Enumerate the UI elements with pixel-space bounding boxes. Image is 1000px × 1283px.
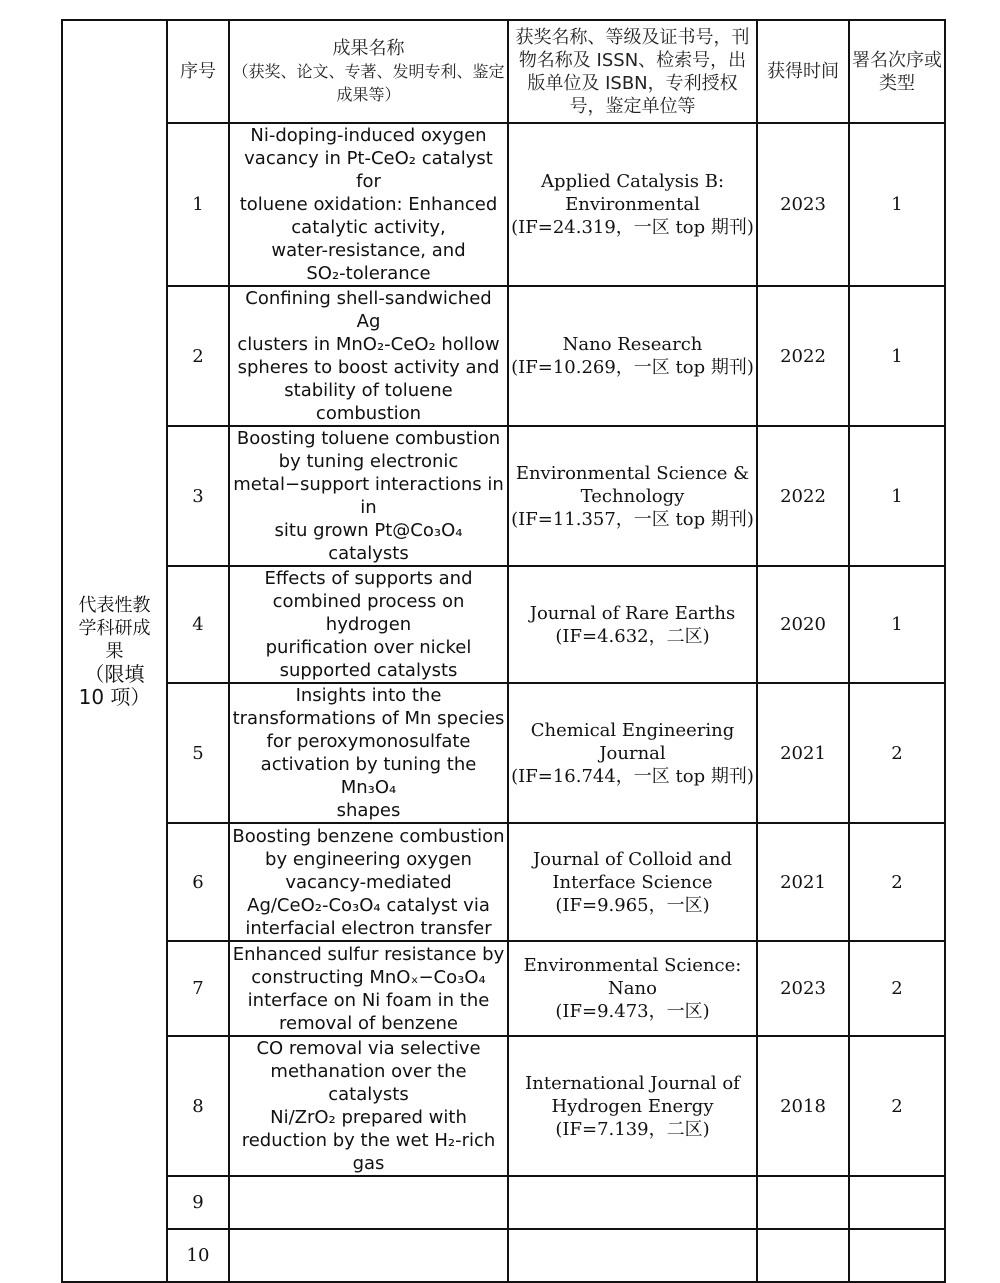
side-label-cell	[62, 20, 167, 1282]
row-journal	[508, 286, 757, 426]
row-journal-line: (IF=9.965，一区)	[555, 894, 710, 916]
row-title	[229, 1036, 508, 1176]
row-title-line: Enhanced sulfur resistance by	[232, 943, 505, 965]
side-label-note: （限填	[84, 661, 145, 686]
row-order	[849, 1176, 945, 1229]
header-row	[62, 20, 945, 123]
side-label-note: 10 项）	[78, 684, 151, 709]
row-title-line: Boosting toluene combustion	[236, 428, 501, 449]
row-title-line: water-resistance, and	[271, 240, 466, 261]
row-title-line: supported catalysts	[279, 660, 458, 681]
row-journal-line: (IF=4.632，二区)	[555, 625, 710, 647]
row-title-line: constructing MnOₓ−Co₃O₄	[251, 966, 486, 988]
row-order	[849, 1229, 945, 1282]
row-seq: 9	[167, 1176, 229, 1229]
row-journal-line: (IF=11.357，一区 top 期刊)	[511, 508, 754, 530]
row-title-line: situ grown Pt@Co₃O₄ catalysts	[274, 520, 463, 564]
row-title-line: SO₂-tolerance	[306, 263, 431, 284]
row-title-line: reduction by the wet H₂-rich	[241, 1130, 496, 1151]
row-journal	[508, 123, 757, 286]
row-title-line: Ni/ZrO₂ prepared with	[270, 1107, 467, 1128]
row-year	[757, 1229, 849, 1282]
header-award: 获奖名称、等级及证书号，刊物名称及 ISSN、检索号，出版单位及 ISBN，专利授权号，鉴定单位等	[508, 20, 757, 123]
row-title	[229, 823, 508, 941]
table-row	[62, 426, 945, 566]
row-title	[229, 286, 508, 426]
row-title-line: by engineering oxygen	[265, 848, 472, 870]
table-row	[62, 1229, 945, 1282]
row-year: 2021	[757, 823, 849, 941]
row-journal-line: (IF=10.269，一区 top 期刊)	[511, 357, 754, 378]
row-seq: 7	[167, 941, 229, 1036]
row-title-line: clusters in MnO₂-CeO₂ hollow	[237, 334, 500, 355]
row-title-line: for peroxymonosulfate	[266, 731, 471, 752]
header-time: 获得时间	[757, 20, 849, 123]
row-seq: 10	[167, 1229, 229, 1282]
row-seq: 2	[167, 286, 229, 426]
row-journal-line: (IF=24.319，一区 top 期刊)	[511, 217, 754, 238]
row-title	[229, 941, 508, 1036]
row-order: 2	[849, 1036, 945, 1176]
row-title	[229, 123, 508, 286]
row-journal-line: Technology	[580, 485, 685, 507]
row-seq: 8	[167, 1036, 229, 1176]
row-seq: 6	[167, 823, 229, 941]
row-order: 1	[849, 566, 945, 683]
row-journal-line: Environmental Science:	[523, 955, 742, 976]
row-title-line: purification over nickel	[265, 637, 472, 658]
row-title	[229, 566, 508, 683]
table-row	[62, 941, 945, 1036]
row-journal-line: Applied Catalysis B:	[540, 171, 725, 192]
row-journal-line: Interface Science	[552, 871, 713, 893]
header-name-subtitle: （获奖、论文、专著、发明专利、鉴定成果等）	[232, 62, 505, 104]
row-journal	[508, 683, 757, 823]
row-year	[757, 1176, 849, 1229]
row-title-line: interfacial electron transfer	[245, 917, 492, 939]
row-year: 2020	[757, 566, 849, 683]
row-order: 2	[849, 823, 945, 941]
row-year: 2023	[757, 123, 849, 286]
table-row	[62, 566, 945, 683]
row-year: 2023	[757, 941, 849, 1036]
row-title-line: activation by tuning the Mn₃O₄	[260, 754, 477, 798]
row-journal-line: (IF=7.139，二区)	[555, 1118, 710, 1140]
row-title-line: CO removal via selective	[256, 1038, 481, 1059]
row-title-line: Ag/CeO₂-Co₃O₄ catalyst via	[247, 894, 490, 916]
row-order: 1	[849, 426, 945, 566]
row-year: 2022	[757, 426, 849, 566]
row-title-line: catalytic activity,	[291, 217, 446, 238]
row-order: 1	[849, 286, 945, 426]
row-title-line: Confining shell-sandwiched Ag	[245, 288, 492, 332]
row-title-line: methanation over the catalysts	[270, 1061, 467, 1105]
row-year: 2021	[757, 683, 849, 823]
row-title-line: gas	[352, 1153, 385, 1174]
row-title	[229, 683, 508, 823]
table-row	[62, 683, 945, 823]
row-journal	[508, 941, 757, 1036]
row-title-line: spheres to boost activity and	[237, 357, 500, 378]
table-row	[62, 823, 945, 941]
row-journal	[508, 1229, 757, 1282]
row-title-line: shapes	[336, 800, 401, 821]
row-title-line: metal−support interactions in in	[233, 474, 504, 518]
row-title	[229, 1229, 508, 1282]
row-journal-line: Chemical Engineering	[530, 719, 735, 741]
row-journal-line: Journal	[599, 742, 666, 764]
row-journal	[508, 1036, 757, 1176]
row-seq: 3	[167, 426, 229, 566]
row-title-line: combined process on hydrogen	[272, 591, 465, 635]
row-title-line: interface on Ni foam in the	[247, 989, 490, 1011]
table-row	[62, 1176, 945, 1229]
row-journal-line: Nano Research	[562, 334, 703, 355]
row-year: 2018	[757, 1036, 849, 1176]
row-title-line: vacancy-mediated	[285, 871, 452, 893]
row-order: 2	[849, 941, 945, 1036]
row-journal-line: Environmental Science &	[515, 462, 750, 484]
row-journal	[508, 823, 757, 941]
row-title-line: Insights into the	[295, 685, 442, 706]
row-title-line: transformations of Mn species	[232, 708, 505, 729]
row-title-line: vacancy in Pt-CeO₂ catalyst for	[244, 148, 493, 192]
row-journal-line: Nano	[608, 978, 657, 999]
row-title	[229, 1176, 508, 1229]
row-title-line: Effects of supports and	[264, 568, 473, 589]
row-year: 2022	[757, 286, 849, 426]
row-journal	[508, 426, 757, 566]
table-row	[62, 1036, 945, 1176]
row-journal-line: Hydrogen Energy	[551, 1095, 714, 1117]
side-label-line: 学科研成	[78, 617, 151, 639]
header-name-title: 成果名称	[332, 38, 405, 59]
side-label-line: 代表性教	[78, 594, 151, 616]
row-seq: 1	[167, 123, 229, 286]
row-journal-line: International Journal of	[525, 1072, 740, 1094]
row-title-line: removal of benzene	[278, 1012, 458, 1034]
row-journal-line: Journal of Rare Earths	[529, 602, 736, 624]
side-label-line: 果	[105, 640, 124, 662]
row-journal	[508, 1176, 757, 1229]
row-seq: 4	[167, 566, 229, 683]
header-name	[229, 20, 508, 123]
row-title-line: stability of toluene combustion	[284, 380, 453, 424]
row-journal	[508, 566, 757, 683]
row-seq: 5	[167, 683, 229, 823]
row-title-line: Boosting benzene combustion	[232, 825, 505, 847]
header-seq: 序号	[167, 20, 229, 123]
row-title	[229, 426, 508, 566]
table-row	[62, 286, 945, 426]
row-title-line: Ni-doping-induced oxygen	[250, 125, 487, 146]
row-journal-line: Journal of Colloid and	[532, 848, 733, 870]
table-row	[62, 123, 945, 286]
row-order: 2	[849, 683, 945, 823]
achievements-table	[61, 19, 946, 1283]
row-order: 1	[849, 123, 945, 286]
row-journal-line: Environmental	[565, 194, 700, 215]
row-journal-line: (IF=9.473，一区)	[555, 1001, 710, 1022]
row-title-line: by tuning electronic	[278, 451, 459, 472]
row-title-line: toluene oxidation: Enhanced	[239, 194, 498, 215]
header-order: 署名次序或类型	[849, 20, 945, 123]
row-journal-line: (IF=16.744，一区 top 期刊)	[511, 765, 754, 787]
table-body	[62, 20, 945, 1282]
